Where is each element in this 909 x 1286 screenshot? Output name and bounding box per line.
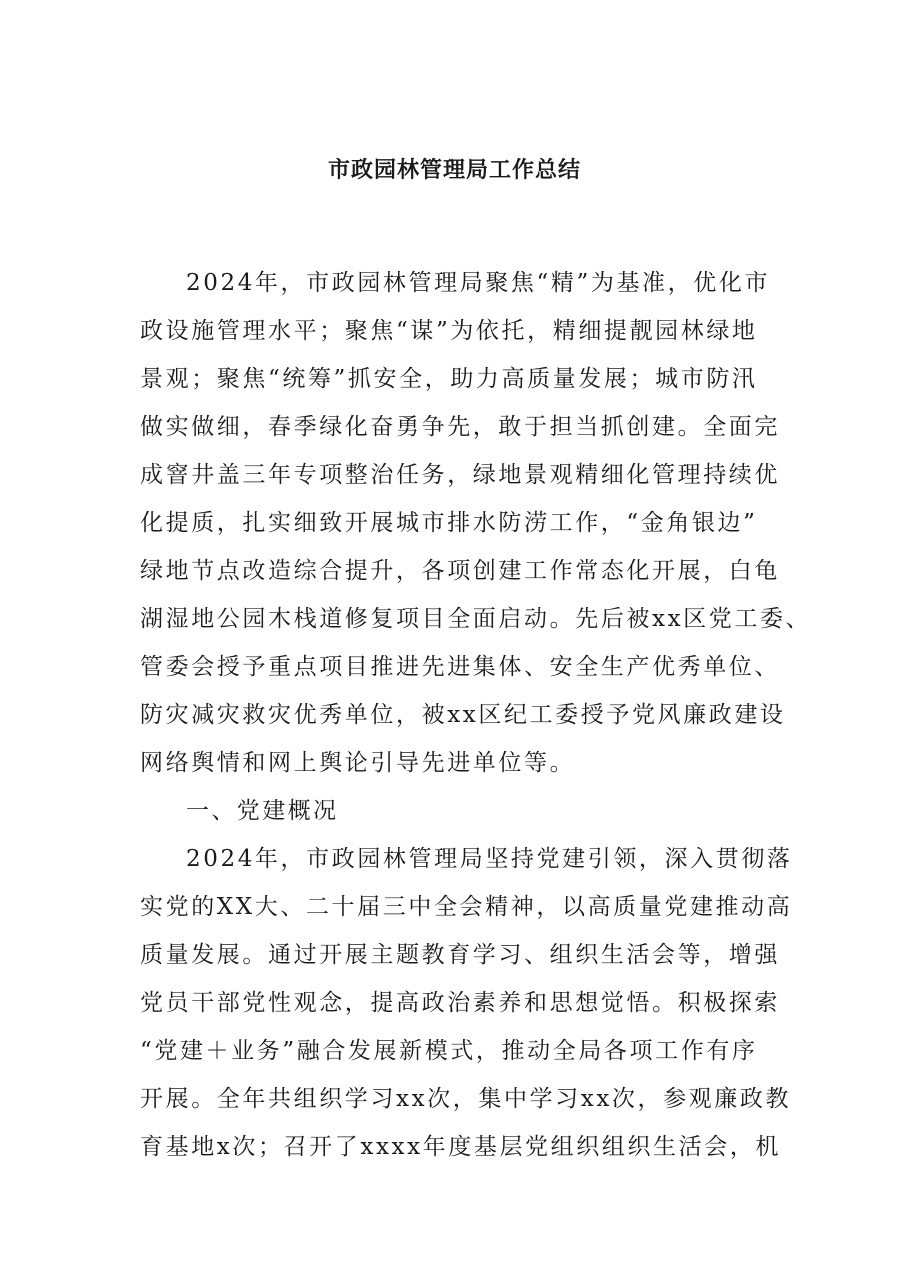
paragraph-line: 防灾减灾救灾优秀单位，被xx区纪工委授予党风廉政建设: [140, 702, 786, 728]
paragraph-line: 网络舆情和网上舆论引导先进单位等。: [140, 750, 576, 776]
document-title: 市政园林管理局工作总结: [327, 158, 581, 183]
paragraph-line: “党建＋业务”融合发展新模式，推动全局各项工作有序: [140, 1038, 758, 1064]
paragraph-line: 化提质，扎实细致开展城市排水防涝工作，“金角银边”: [140, 510, 758, 536]
paragraph-line: 湖湿地公园木栈道修复项目全面启动。先后被xx区党工委、: [140, 606, 812, 632]
paragraph-line: 开展。全年共组织学习xx次，集中学习xx次，参观廉政教: [140, 1086, 792, 1112]
paragraph-line: 管委会授予重点项目推进先进集体、安全生产优秀单位、: [140, 654, 780, 680]
section-heading: 一、党建概况: [186, 798, 339, 824]
paragraph-line: 景观；聚焦“统筹”抓安全，助力高质量发展；城市防汛: [140, 366, 758, 392]
paragraph-line: 育基地x次；召开了xxxx年度基层党组织组织生活会，机: [140, 1134, 782, 1160]
intro-paragraph: [140, 266, 812, 794]
paragraph-line: 绿地节点改造综合提升，各项创建工作常态化开展，白龟: [140, 558, 780, 584]
paragraph-line: 质量发展。通过开展主题教育学习、组织生活会等，增强: [140, 942, 780, 968]
paragraph-line: 做实做细，春季绿化奋勇争先，敢于担当抓创建。全面完: [140, 414, 780, 440]
document-body: [140, 266, 812, 1178]
paragraph-line: 政设施管理水平；聚焦“谋”为依托，精细提靓园林绿地: [140, 318, 758, 344]
party-building-paragraph: [140, 842, 793, 1178]
paragraph-line: 实党的XX大、二十届三中全会精神，以高质量党建推动高: [140, 894, 793, 920]
paragraph-line: 2024年，市政园林管理局聚焦“精”为基准，优化市: [186, 270, 771, 296]
paragraph-line: 2024年，市政园林管理局坚持党建引领，深入贯彻落: [186, 846, 793, 872]
paragraph-line: 成窨井盖三年专项整治任务，绿地景观精细化管理持续优: [140, 462, 780, 488]
paragraph-line: 党员干部党性观念，提高政治素养和思想觉悟。积极探索: [140, 990, 780, 1016]
section-heading-party-building: [140, 794, 780, 842]
